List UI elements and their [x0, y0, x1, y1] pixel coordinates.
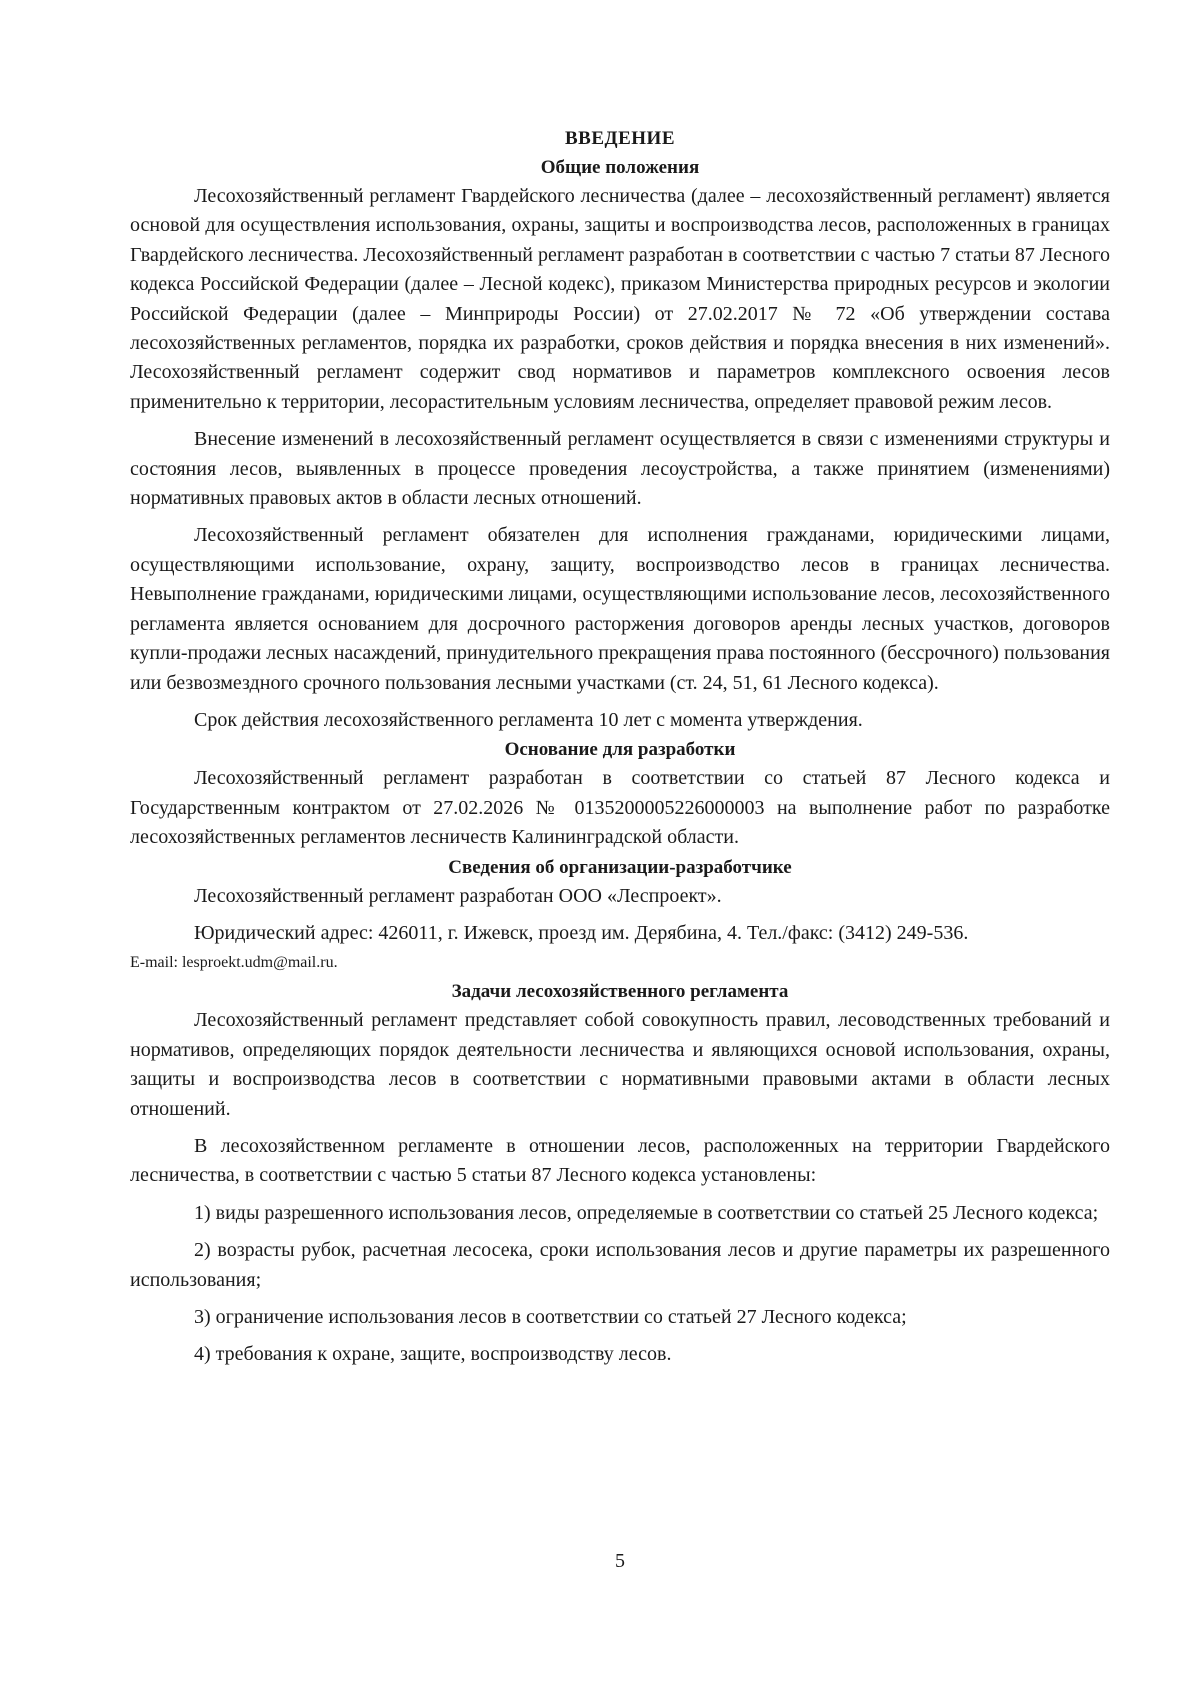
- paragraph: Внесение изменений в лесохозяйственный регламент осуществляется в связи с изменениями структуры и состояния лесов, выявленных в процессе проведения лесоустройства, а также принятием (изменениями) нормативных правовых актов в области лесных отношений.: [130, 428, 1110, 510]
- heading-basis: Основание для разработки: [504, 739, 736, 761]
- heading-tasks: Задачи лесохозяйственного регламента: [451, 981, 789, 1003]
- paragraph: Лесохозяйственный регламент Гвардейского лесничества (далее – лесохозяйственный регламент) является основой для осуществления использования, охраны, защиты и воспроизводства лесов, расположенных в границах Гвардейского лесничества. Лесохозяйственный регламент разработан в соответствии с частью 7 статьи 87 Лесного кодекса Российской Федерации (далее – Лесной кодекс), приказом Министерства природных ресурсов и экологии Российской Федерации (далее – Минприроды России) от 27.02.2017 № 72 «Об утверждении состава лесохозяйственных регламентов, порядка их разработки, сроков действия и порядка внесения в них изменений». Лесохозяйственный регламент содержит свод нормативов и параметров комплексного освоения лесов применительно к территории, лесорастительным условиям лесничества, определяет правовой режим лесов.: [130, 185, 1110, 413]
- address-line: Юридический адрес: 426011, г. Ижевск, проезд им. Дерябина, 4. Тел./факс: (3412) 249-536.: [194, 921, 969, 944]
- paragraph: Срок действия лесохозяйственного регламента 10 лет с момента утверждения.: [194, 708, 863, 731]
- email-line: E-mail: lesproekt.udm@mail.ru.: [130, 954, 338, 972]
- paragraph: Лесохозяйственный регламент разработан в соответствии со статьей 87 Лесного кодекса и Государственным контрактом от 27.02.2026 № 0135200005226000003 на выполнение работ по разработке лесохозяйственных регламентов лесничеств Калининградской области.: [130, 767, 1110, 849]
- document-title: ВВЕДЕНИЕ: [565, 128, 675, 149]
- heading-general: Общие положения: [540, 157, 700, 178]
- paragraph: В лесохозяйственном регламенте в отношении лесов, расположенных на территории Гвардейского лесничества, в соответствии с частью 5 статьи 87 Лесного кодекса установлены:: [130, 1134, 1110, 1187]
- heading-developer: Сведения об организации-разработчике: [448, 856, 792, 878]
- paragraph: Лесохозяйственный регламент разработан ООО «Леспроект».: [194, 884, 722, 907]
- list-item: 3) ограничение использования лесов в соответствии со статьей 27 Лесного кодекса;: [194, 1306, 907, 1328]
- list-item: 2) возрасты рубок, расчетная лесосека, сроки использования лесов и другие параметры их разрешенного использования;: [130, 1239, 1110, 1291]
- list-item: 4) требования к охране, защите, воспроизводству лесов.: [194, 1343, 672, 1366]
- paragraph: Лесохозяйственный регламент обязателен для исполнения гражданами, юридическими лицами, осуществляющими использование, охрану, защиту, воспроизводство лесов в границах лесничества. Невыполнение гражданами, юридическими лицами, осуществляющими использование лесов, лесохозяйственного регламента является основанием для досрочного расторжения договоров аренды лесных участков, договоров купли-продажи лесных насаждений, принудительного прекращения права постоянного (бессрочного) пользования или безвозмездного срочного пользования лесными участками (ст. 24, 51, 61 Лесного кодекса).: [130, 524, 1110, 694]
- list-item: 1) виды разрешенного использования лесов, определяемые в соответствии со статьей 25 Лесного кодекса;: [194, 1201, 1099, 1224]
- page-number: 5: [615, 1550, 625, 1572]
- paragraph: Лесохозяйственный регламент представляет собой совокупность правил, лесоводственных требований и нормативов, определяющих порядок деятельности лесничества и являющихся основой использования, охраны, защиты и воспроизводства лесов в соответствии с нормативными правовыми актами в области лесных отношений.: [130, 1009, 1110, 1120]
- document-page: [130, 125, 1110, 1370]
